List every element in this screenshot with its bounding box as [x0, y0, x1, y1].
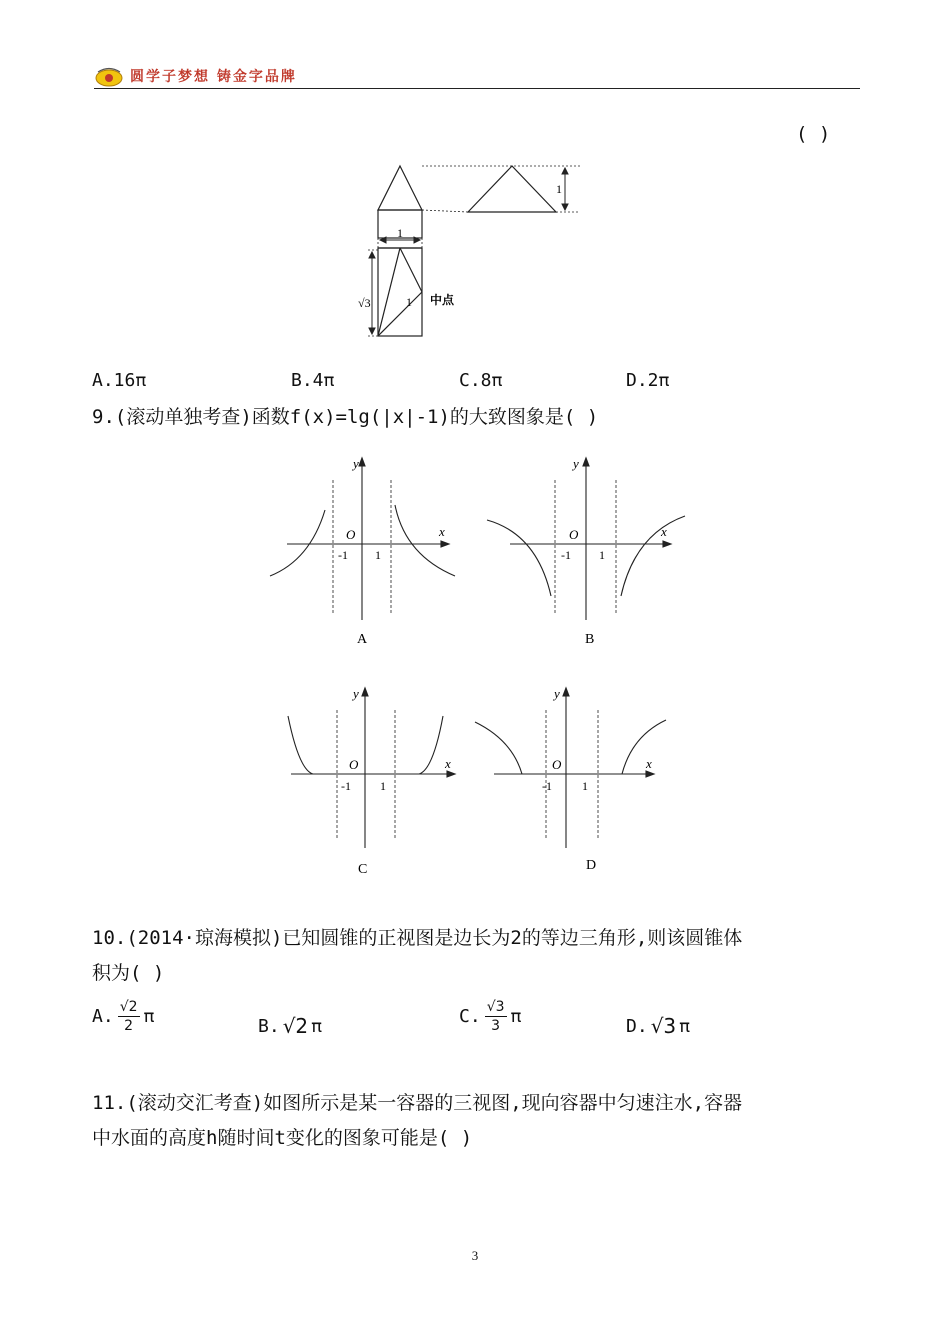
- axis-y-label: y: [353, 456, 359, 471]
- graph-letter: A: [357, 632, 368, 647]
- fig-label-one-width: 1: [397, 226, 403, 240]
- pi-symbol: π: [143, 1006, 155, 1027]
- fig-label-midpoint: 中点: [430, 293, 455, 307]
- q11-stem-line1: 11.(滚动交汇考查)如图所示是某一容器的三视图,现向容器中匀速注水,容器: [92, 1092, 743, 1114]
- option-letter: B.: [258, 1015, 280, 1037]
- option-value: √2: [282, 1014, 309, 1038]
- top-view-rect: [378, 248, 422, 336]
- fraction: [485, 998, 507, 1035]
- header-slogan: 圆学子梦想 铸金字品牌: [130, 69, 297, 85]
- q10-option-c[interactable]: [459, 998, 521, 1035]
- axis-x-label: x: [439, 524, 445, 539]
- tick-neg1: -1: [338, 548, 348, 562]
- pi-symbol: π: [510, 1006, 522, 1027]
- q10-option-b[interactable]: [258, 1014, 322, 1038]
- axis-x-label: x: [445, 756, 451, 771]
- fraction-numerator: √3: [486, 999, 505, 1015]
- origin-label: O: [346, 527, 356, 542]
- fraction-numerator: √2: [119, 999, 138, 1015]
- page-number: 3: [471, 1248, 479, 1263]
- q8-answer-paren: ( ): [796, 123, 831, 145]
- q8-three-view-figure: [360, 160, 590, 345]
- q10-stem-line1: 10.(2014·琼海模拟)已知圆锥的正视图是边长为2的等边三角形,则该圆锥体: [92, 927, 743, 949]
- fraction-denominator: 2: [124, 1018, 134, 1034]
- header-divider: [94, 88, 860, 89]
- axis-x-label: x: [661, 524, 667, 539]
- axis-y-label: y: [573, 456, 579, 471]
- tick-neg1: -1: [542, 779, 552, 793]
- q10-option-d[interactable]: [626, 1014, 690, 1038]
- side-view-triangle: [468, 166, 556, 212]
- q9-graph-b[interactable]: [485, 450, 695, 650]
- origin-label: O: [349, 757, 359, 772]
- graph-letter: B: [585, 632, 595, 647]
- q8-option-a[interactable]: A.16π: [92, 370, 147, 391]
- origin-label: O: [569, 527, 579, 542]
- q8-option-c[interactable]: C.8π: [459, 370, 503, 391]
- tick-pos1: 1: [582, 779, 588, 793]
- fraction-denominator: 3: [491, 1018, 501, 1034]
- front-view-triangle: [378, 166, 422, 210]
- q8-option-d[interactable]: D.2π: [626, 370, 670, 391]
- q9-graph-d[interactable]: [472, 680, 672, 880]
- option-value: √3: [650, 1014, 677, 1038]
- fig-label-one-side: 1: [556, 182, 562, 196]
- axis-x-label: x: [646, 756, 652, 771]
- option-letter: A.: [92, 1006, 114, 1027]
- tick-neg1: -1: [341, 779, 351, 793]
- tick-neg1: -1: [561, 548, 571, 562]
- graph-letter: D: [586, 858, 597, 873]
- axis-y-label: y: [554, 686, 560, 701]
- option-letter: C.: [459, 1006, 481, 1027]
- q11-stem-line2: 中水面的高度h随时间t变化的图象可能是( ): [92, 1127, 473, 1149]
- q10-stem-line2: 积为( ): [92, 962, 165, 984]
- logo-icon: [94, 66, 124, 88]
- tick-pos1: 1: [599, 548, 605, 562]
- axis-y-label: y: [353, 686, 359, 701]
- fig-label-one-inner: 1: [406, 295, 412, 309]
- tick-pos1: 1: [375, 548, 381, 562]
- origin-label: O: [552, 757, 562, 772]
- q9-stem: 9.(滚动单独考查)函数f(x)=lg(|x|-1)的大致图象是( ): [92, 406, 599, 428]
- pi-symbol: π: [311, 1015, 322, 1037]
- tick-pos1: 1: [380, 779, 386, 793]
- graph-letter: C: [358, 862, 368, 877]
- pi-symbol: π: [679, 1015, 690, 1037]
- q8-option-b[interactable]: B.4π: [291, 370, 335, 391]
- q9-graph-a[interactable]: [265, 450, 465, 650]
- q9-graph-c[interactable]: [283, 680, 473, 880]
- fraction: [118, 998, 140, 1035]
- option-letter: D.: [626, 1015, 648, 1037]
- q10-option-a[interactable]: [92, 998, 154, 1035]
- fig-label-sqrt3: √3: [358, 296, 371, 310]
